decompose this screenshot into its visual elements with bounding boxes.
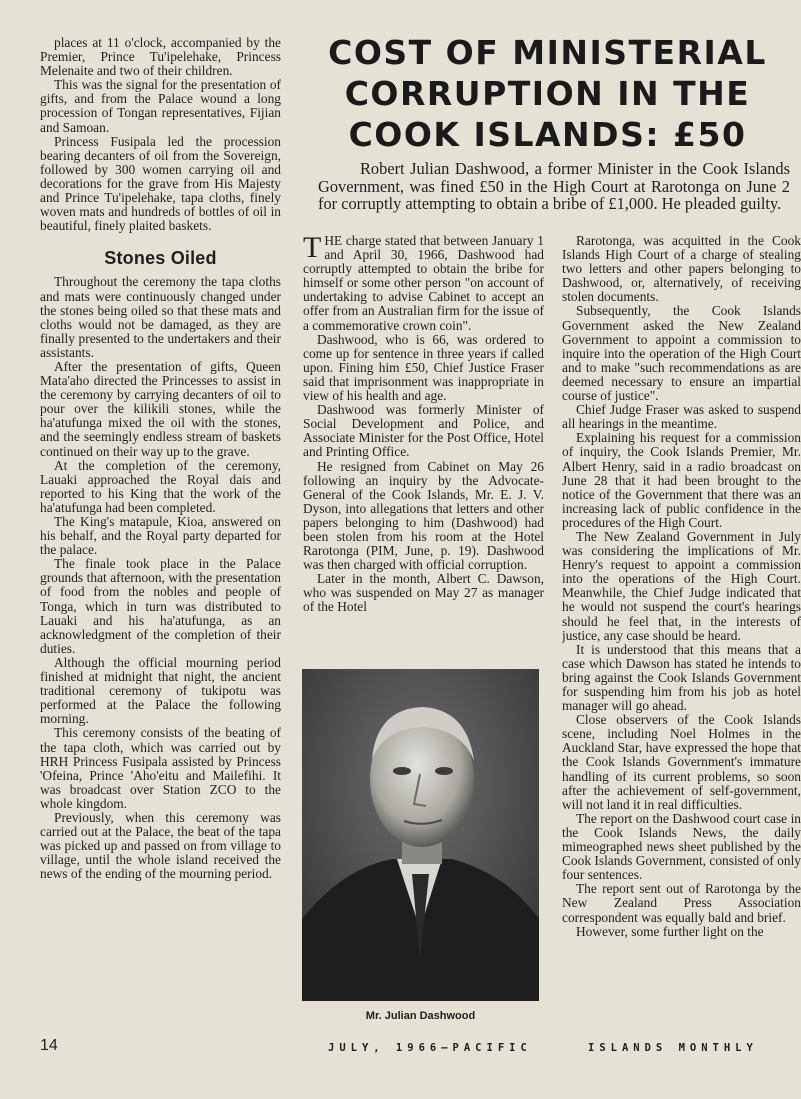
first-paragraph [303,231,544,333]
headline: COST OF MINISTERIAL CORRUPTION IN THE COOK ISLANDS: £50 [328,33,767,154]
paragraph: This was the signal for the presentation of gifts, and from the Palace wound a long procession of Tongan representatives, Fijian and Samoan. [40,77,281,135]
paragraph: Chief Judge Fraser was asked to suspend all hearings in the meantime. [562,402,801,432]
paragraph: Close observers of the Cook Islands scene, including Noel Holmes in the Auckland Star, have expressed the hope that the Cook Islands Government's immature handling of its current problems, so soon after the achievement of self-government, will not land it in real difficulties. [562,712,801,812]
paragraph: The King's matapule, Kioa, answered on his behalf, and the Royal party departed for the palace. [40,514,281,558]
paragraph: Princess Fusipala led the procession bearing decanters of oil from the Sovereign, followed by 300 women carrying oil and decorations for the grave from His Majesty and Prince Tu'ipelehake, tapa cloths, finely woven mats and hundreds of bottles of oil in beautiful, finely plaited baskets. [40,133,281,234]
subheading: Stones Oiled [104,248,217,269]
drop-cap: T [303,231,322,264]
footer-left: JULY, 1966—PACIFIC [328,1042,532,1054]
paragraph: After the presentation of gifts, Queen Mata'aho directed the Princesses to assist in the ceremony by carrying decanters of oil to pour over the kilikili stones, while the ha'atufunga mixed the oil with the stones, and the seemingly endless stream of baskets continued on their way up to the grave. [40,358,281,459]
paragraph: Although the official mourning period finished at midnight that night, the ancient traditional ceremony of tukipotu was performed at the Palace the following morning. [40,654,281,727]
portrait-illustration [302,669,539,1001]
right-column [562,234,801,1018]
paragraph: The New Zealand Government in July was considering the implications of Mr. Henry's request to appoint a commission into the operations of the High Court. Meanwhile, the Chief Judge indicated that he would not suspend the court's hearings should he feel that, in the interests of justice, any case should be heard. [562,528,801,643]
paragraph: Subsequently, the Cook Islands Government asked the New Zealand Government to appoint a commission to inquire into the operation of the High Court and to make "such recommendations as are deemed necessary to ensure an impartial course of justice". [562,303,801,404]
middle-column-paragraphs [303,333,544,615]
paragraph: Dashwood was formerly Minister of Social Development and Police, and Associate Minister for the Post Office, Hotel and Printing Office. [303,402,544,460]
paragraph: This ceremony consists of the beating of the tapa cloth, which was carried out by HRH Princess Fusipala assisted by Princess 'Ofeina, Prince 'Aho'eitu and Mailefihi. It was broadcast over Station ZCO to the whole kingdom. [40,725,281,811]
paragraph: Dashwood, who is 66, was ordered to come up for sentence in three years if called upon. Fining him £50, Chief Justice Fraser said that imprisonment was inappropriate in view of his health and age. [303,331,544,404]
left-column [40,36,281,881]
portrait-photo [302,669,539,1001]
paragraph: The report on the Dashwood court case in the Cook Islands News, the daily mimeographed news sheet published by the Cook Islands Government, consisted of only four sentences. [562,810,801,883]
paragraph: The finale took place in the Palace grounds that afternoon, with the presentation of food from the nobles and people of Tonga, which in turn was distributed to Lauaki and his ha'atufunga, as an acknowledgment of the completion of their duties. [40,556,281,656]
paragraph: It is understood that this means that a case which Dawson has stated he intends to bring against the Cook Islands Government for suspending him from his job as hotel manager will go ahead. [562,641,801,714]
paragraph: Explaining his request for a commission of inquiry, the Cook Islands Premier, Mr. Albert Henry, said in a radio broadcast on June 28 that it had been brought to the notice of the Government that there was an increasing lack of public confidence in the procedures of the High Court. [562,430,801,530]
paragraph: places at 11 o'clock, accompanied by the Premier, Prince Tu'ipelehake, Princess Melenaite and two of their children. [40,35,281,79]
middle-column [303,231,544,615]
paragraph: He resigned from Cabinet on May 26 following an inquiry by the Advocate-General of the Cook Islands, Mr. E. J. V. Dyson, into allegations that letters and other papers belonging to him (Dashwood) had been stolen from his room at the Hotel Rarotonga (PIM, June, p. 19). Dashwood was then charged with official corruption. [303,458,544,573]
paragraph: At the completion of the ceremony, Lauaki approached the Royal dais and reported to his King that the work of the ha'atufunga had been completed. [40,457,281,515]
photo-caption: Mr. Julian Dashwood [365,1010,476,1022]
intro-paragraph [318,160,790,213]
paragraph: However, some further light on the [576,923,764,939]
first-paragraph-text: HE charge stated that between January 1 and April 30, 1966, Dashwood had corruptly attempted to obtain the bribe for himself or some other person "on account of undertaking to advise Cabinet to accept an offer from an Australian firm for the issue of a commemorative crown coin". [303,233,544,333]
footer-right: ISLANDS MONTHLY [588,1042,758,1054]
paragraph: The report sent out of Rarotonga by the New Zealand Press Association correspondent was equally bald and brief. [562,881,801,925]
paragraph: Throughout the ceremony the tapa cloths and mats were continuously changed under the stones being oiled so that these mats and cloths would not be damaged, as they are finally presented to the undertakers and their assistants. [40,274,281,360]
paragraph: Rarotonga, was acquitted in the Cook Islands High Court of a charge of stealing two letters and other papers belonging to Dashwood, or, alternatively, of receiving stolen documents. [562,234,801,305]
paragraph: Later in the month, Albert C. Dawson, who was suspended on May 27 as manager of the Hotel [303,571,544,615]
left-column-bottom-paragraphs [40,275,281,881]
page-number: 14 [40,1037,58,1054]
left-column-top-paragraphs [40,36,281,233]
intro-text: Robert Julian Dashwood, a former Minister in the Cook Islands Government, was fined £50 in the High Court at Rarotonga on June 2 for corruptly attempting to obtain a bribe of £1,000. He pleaded guilty. [318,159,790,214]
paragraph: Previously, when this ceremony was carried out at the Palace, the beat of the tapa was picked up and passed on from village to village, until the whole island received the news of the ending of the mourning period. [40,809,281,882]
